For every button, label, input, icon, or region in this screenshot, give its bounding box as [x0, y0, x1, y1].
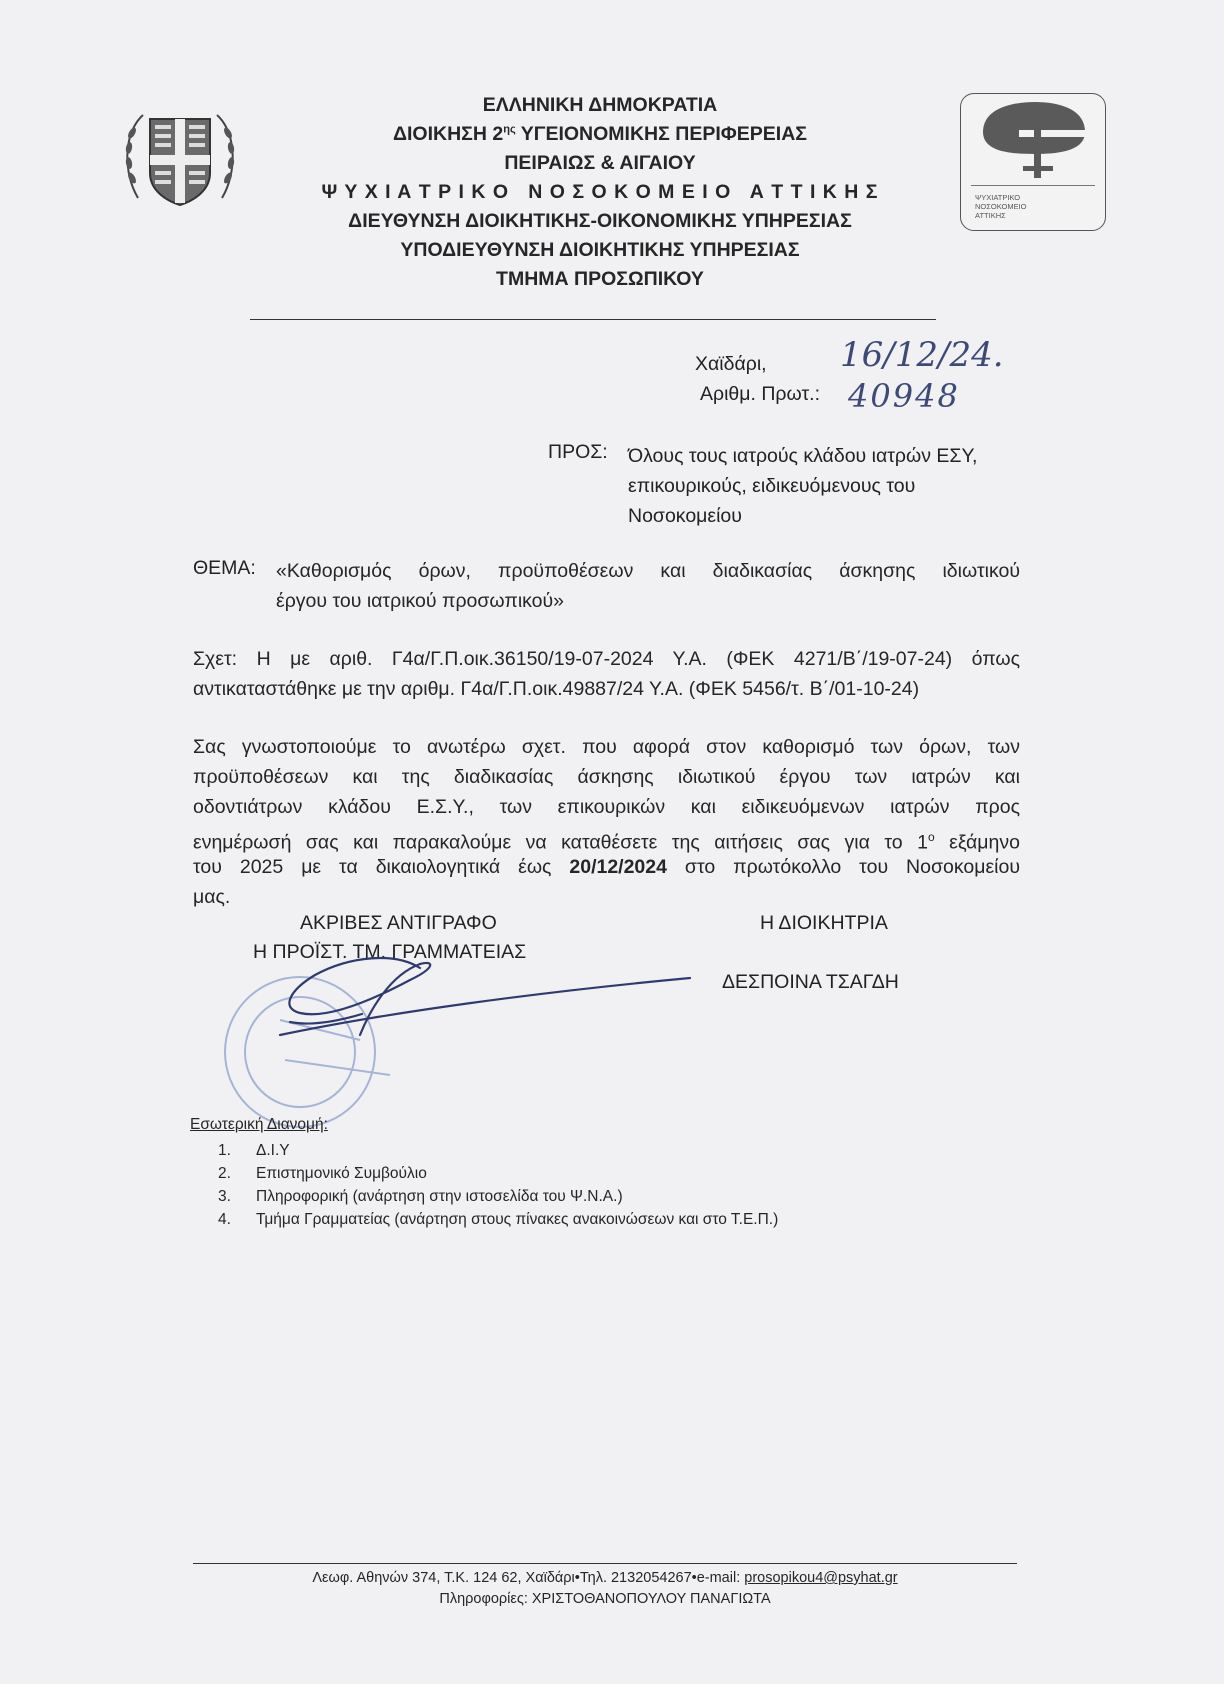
subject-label: ΘΕΜΑ:	[193, 557, 256, 579]
header-line-2-pre: ΔΙΟΙΚΗΣΗ 2	[392, 123, 504, 145]
footer-address-text: Λεωφ. Αθηνών 374, Τ.Κ. 124 62, Χαϊδάρι•Τηλ. 2132054267•e-mail:	[312, 1570, 745, 1586]
recipient-block	[628, 441, 977, 531]
copy-title: ΑΚΡΙΒΕΣ ΑΝΤΙΓΡΑΦΟ	[300, 912, 497, 934]
hospital-logo	[960, 93, 1106, 231]
list-item	[218, 1185, 778, 1208]
protocol-handwritten: 40948	[848, 377, 960, 415]
recipient-label: ΠΡΟΣ:	[548, 441, 608, 463]
recipient-line-3: Νοσοκομείου	[628, 505, 742, 527]
body-line-4-post: εξάμηνο	[934, 831, 1020, 854]
footer-divider	[193, 1563, 1017, 1564]
hospital-logo-text	[975, 193, 1027, 220]
reference-line-1: Σχετ: Η με αριθ. Γ4α/Γ.Π.οικ.36150/19-07-2024 Υ.Α. (ΦΕΚ 4271/Β΄/19-07-24) όπως	[193, 648, 1020, 670]
header-line-2-post: ΥΓΕΙΟΝΟΜΙΚΗΣ ΠΕΡΙΦΕΡΕΙΑΣ	[515, 123, 807, 145]
subject-line-1: «Καθορισμός όρων, προϋποθέσεων και διαδικασίας άσκησης ιδιωτικού	[276, 560, 1020, 582]
logo-line-3: ΑΤΤΙΚΗΣ	[975, 211, 1006, 220]
body-line-3: οδοντιάτρων κλάδου Ε.Σ.Υ., των επικουρικών και ειδικευόμενων ιατρών προς	[193, 796, 1020, 818]
director-title: Η ΔΙΟΙΚΗΤΡΙΑ	[760, 912, 888, 934]
hospital-logo-icon	[961, 94, 1105, 190]
list-item	[218, 1162, 778, 1185]
handwritten-signature	[270, 950, 710, 1060]
list-item-text: Πληροφορική (ανάρτηση στην ιστοσελίδα του Ψ.Ν.Α.)	[256, 1188, 623, 1205]
greek-emblem-icon	[118, 103, 242, 215]
list-item-number: 3.	[218, 1188, 231, 1205]
date-handwritten: 16/12/24.	[840, 335, 1004, 375]
copy-role: Η ΠΡΟΪΣΤ. ΤΜ. ΓΡΑΜΜΑΤΕΙΑΣ	[253, 941, 527, 963]
list-item-number: 2.	[218, 1165, 231, 1182]
list-item-text: Δ.Ι.Υ	[256, 1142, 290, 1159]
body-line-4-sup: ο	[927, 830, 935, 844]
recipient-line-1: Όλους τους ιατρούς κλάδου ιατρών ΕΣΥ,	[628, 445, 978, 467]
recipient-line-2: επικουρικούς, ειδικευόμενους του	[628, 475, 916, 497]
body-line-2: προϋποθέσεων και της διαδικασίας άσκησης ιδιωτικού έργου των ιατρών και	[193, 766, 1020, 788]
body-line-4-pre: ενημέρωσή σας και παρακαλούμε να καταθέσετε της αιτήσεις σας για το 1	[193, 831, 928, 854]
distribution-list	[218, 1139, 778, 1231]
list-item	[218, 1208, 778, 1231]
reference-line-2: αντικαταστάθηκε με την αριθμ. Γ4α/Γ.Π.οικ.49887/24 Υ.Α. (ΦΕΚ 5456/τ. Β΄/01-10-24)	[193, 678, 920, 700]
header-line-4: Ψ Υ Χ Ι Α Τ Ρ Ι Κ Ο Ν Ο Σ Ο Κ Ο Μ Ε Ι Ο Α Τ Τ Ι Κ Η Σ	[321, 181, 879, 203]
logo-line-1: ΨΥΧΙΑΤΡΙΚΟ	[975, 193, 1021, 202]
header-line-2-sup: ης	[503, 123, 516, 136]
body-line-5	[193, 853, 1020, 883]
header-line-1: ΕΛΛΗΝΙΚΗ ΔΗΜΟΚΡΑΤΙΑ	[482, 94, 718, 116]
footer-email-link[interactable]: prosopikou4@psyhat.gr	[744, 1570, 898, 1586]
header-line-7: ΤΜΗΜΑ ΠΡΟΣΩΠΙΚΟΥ	[496, 268, 704, 290]
list-item-number: 1.	[218, 1142, 231, 1159]
protocol-label: Αριθμ. Πρωτ.:	[700, 383, 821, 405]
body-line-1: Σας γνωστοποιούμε το ανωτέρω σχετ. που αφορά στον καθορισμό των όρων, των	[193, 736, 1020, 758]
list-item-number: 4.	[218, 1211, 231, 1228]
header-line-5: ΔΙΕΥΘΥΝΣΗ ΔΙΟΙΚΗΤΙΚΗΣ-ΟΙΚΟΝΟΜΙΚΗΣ ΥΠΗΡΕΣΙΑΣ	[348, 210, 852, 232]
list-item	[218, 1139, 778, 1162]
body-line-6: μας.	[193, 886, 231, 908]
logo-line-2: ΝΟΣΟΚΟΜΕΙΟ	[975, 202, 1027, 211]
director-name: ΔΕΣΠΟΙΝΑ ΤΣΑΓΔΗ	[722, 971, 899, 993]
body-line-5-post: στο πρωτόκολλο του Νοσοκομείου	[666, 856, 1020, 878]
distribution-title: Εσωτερική Διανομή:	[190, 1116, 328, 1133]
footer-info: Πληροφορίες: ΧΡΙΣΤΟΘΑΝΟΠΟΥΛΟΥ ΠΑΝΑΓΙΩΤΑ	[439, 1591, 771, 1607]
place-label: Χαϊδάρι,	[695, 353, 767, 375]
header-line-3: ΠΕΙΡΑΙΩΣ & ΑΙΓΑΙΟΥ	[504, 152, 696, 174]
header-line-2	[250, 123, 950, 146]
header-divider	[250, 319, 936, 320]
list-item-text: Επιστημονικό Συμβούλιο	[256, 1165, 427, 1182]
subject-line-2: έργου του ιατρικού προσωπικού»	[276, 590, 565, 612]
hospital-logo-rule	[971, 185, 1095, 186]
header-line-6: ΥΠΟΔΙΕΥΘΥΝΣΗ ΔΙΟΙΚΗΤΙΚΗΣ ΥΠΗΡΕΣΙΑΣ	[400, 239, 800, 261]
footer-address	[193, 1570, 1017, 1586]
body-line-5-pre: του 2025 με τα δικαιολογητικά έως	[193, 856, 570, 878]
deadline-date: 20/12/2024	[569, 856, 667, 878]
list-item-text: Τμήμα Γραμματείας (ανάρτηση στους πίνακες ανακοινώσεων και στο Τ.Ε.Π.)	[256, 1211, 779, 1228]
